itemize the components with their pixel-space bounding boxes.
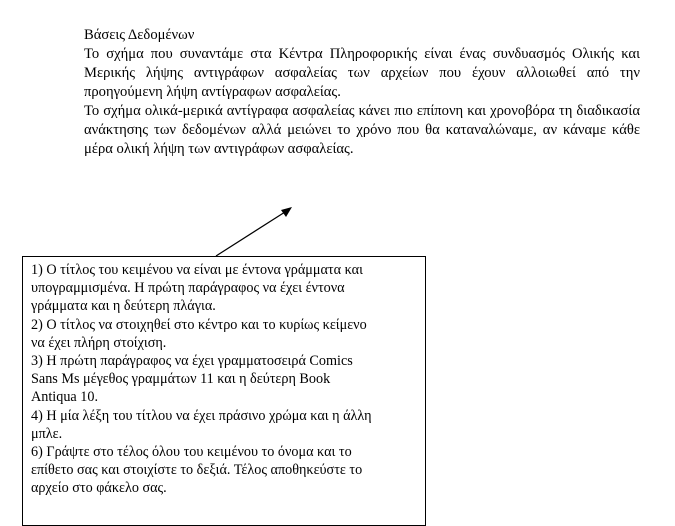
instruction-line: Sans Ms μέγεθος γραμμάτων 11 και η δεύτερη Book <box>31 371 331 388</box>
arrow-head <box>281 207 292 217</box>
arrow-line <box>216 212 285 256</box>
instruction-line: να έχει πλήρη στοίχιση. <box>31 334 167 351</box>
instruction-line: 1) Ο τίτλος του κειμένου να είναι με έντονα γράμματα και <box>31 262 363 278</box>
instruction-line: 4) Η μία λέξη του τίτλου να έχει πράσινο χρώμα και η άλλη <box>31 407 372 424</box>
instruction-line: Antiqua 10. <box>31 389 98 406</box>
instructions-box <box>22 256 426 526</box>
document-title: Βάσεις Δεδομένων <box>84 27 195 43</box>
instruction-line: 2) Ο τίτλος να στοιχηθεί στο κέντρο και το κυρίως κείμενο <box>31 316 367 333</box>
instruction-line: αρχείο στο φάκελο σας. <box>31 480 167 497</box>
document-body <box>84 26 640 159</box>
instruction-line: 3) Η πρώτη παράγραφος να έχει γραμματοσειρά Comics <box>31 353 353 370</box>
instruction-line: γράμματα και η δεύτερη πλάγια. <box>31 298 216 315</box>
instruction-line: επίθετο σας και στοιχίστε το δεξιά. Τέλος αποθηκεύστε το <box>31 462 363 479</box>
paragraph-2: Το σχήμα ολικά-μερικά αντίγραφα ασφαλείας κάνει πιο επίπονη και χρονοβόρα τη διαδικασία ανάκτησης των δεδομένων αλλά μειώνει το χρόνο που θα καταναλώναμε, αν κάναμε κάθε μέρα ολική λήψη των αντιγράφων ασφαλείας. <box>84 103 640 157</box>
instruction-line: υπογραμμισμένα. Η πρώτη παράγραφος να έχει έντονα <box>31 280 345 297</box>
instruction-line: μπλε. <box>31 425 63 442</box>
paragraph-1: Το σχήμα που συναντάμε στα Κέντρα Πληροφορικής είναι ένας συνδυασμός Ολικής και Μερικής λήψης αντιγράφων ασφαλείας των αρχείων που έχουν αλλοιωθεί από την προηγούμενη λήψη αντίγραφων ασφαλείας. <box>84 46 640 100</box>
instruction-line: 6) Γράψτε στο τέλος όλου του κειμένου το όνομα και το <box>31 444 352 461</box>
